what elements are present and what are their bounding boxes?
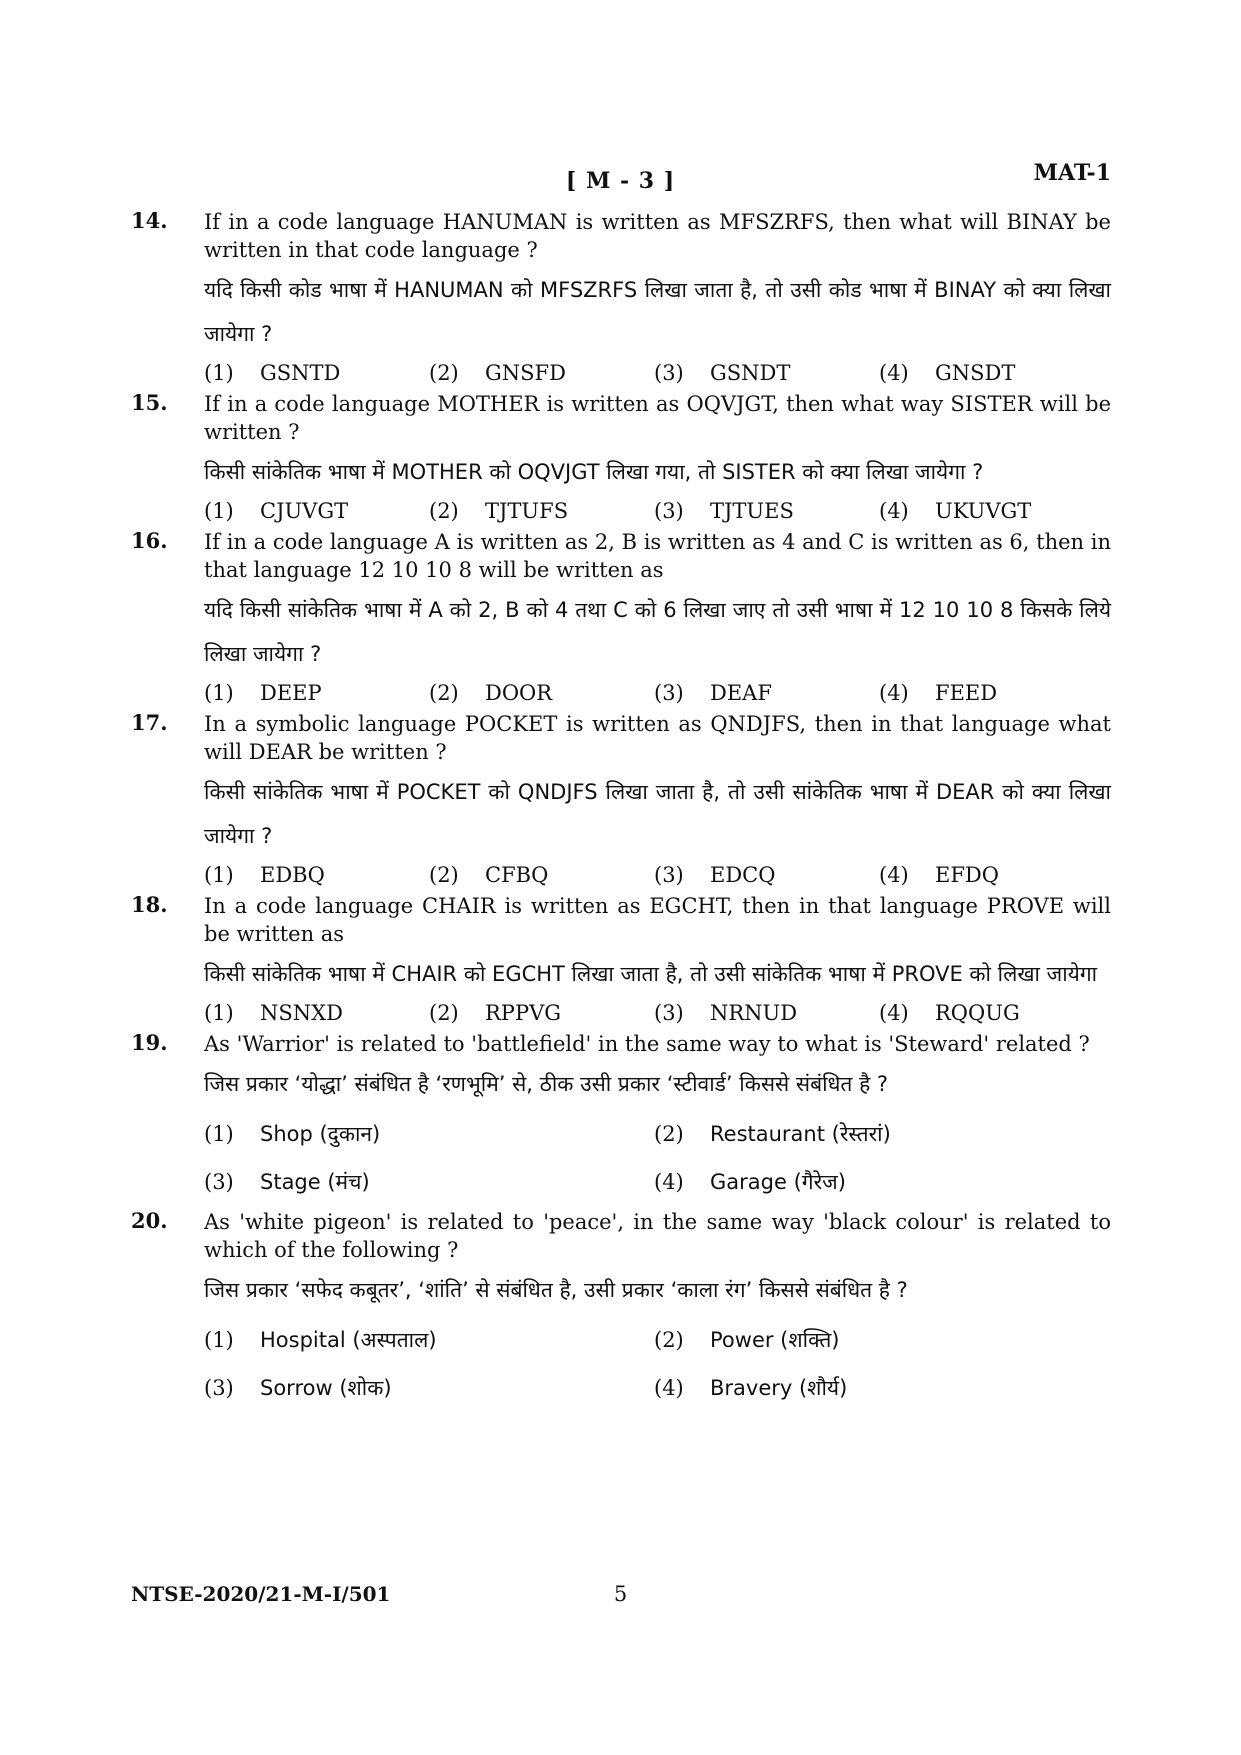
option-number: (2) — [429, 681, 459, 705]
option-number: (3) — [204, 1170, 234, 1194]
option-text: EFDQ — [935, 863, 999, 887]
question-text-english: If in a code language HANUMAN is written as MFSZRFS, then what will BINAY be written in that code language ? — [204, 210, 1111, 262]
option-text: EDBQ — [260, 863, 325, 887]
option-number: (2) — [429, 499, 459, 523]
options — [204, 1110, 1111, 1206]
option-1[interactable] — [204, 496, 429, 526]
options — [204, 678, 1111, 708]
option-text: EDCQ — [710, 863, 776, 887]
option-number: (2) — [429, 863, 459, 887]
option-2[interactable] — [654, 1110, 1104, 1158]
option-text: RPPVG — [485, 1001, 562, 1025]
question-text-english: In a code language CHAIR is written as EGCHT, then in that language PROVE will be written as — [204, 894, 1111, 946]
option-text: Hospital (अस्पताल) — [260, 1328, 437, 1352]
option-4[interactable] — [879, 860, 1104, 890]
option-text: Shop (दुकान) — [260, 1122, 381, 1146]
option-1[interactable] — [204, 1110, 654, 1158]
option-text: Garage (गैरेज) — [710, 1170, 846, 1194]
option-4[interactable] — [879, 998, 1104, 1028]
question-20 — [131, 1208, 1111, 1412]
option-text: TJTUFS — [485, 499, 569, 523]
question-text-english: In a symbolic language POCKET is written as QNDJFS, then in that language what will DEAR be written ? — [204, 712, 1111, 764]
option-text: GSNTD — [260, 361, 341, 385]
option-number: (4) — [879, 361, 909, 385]
option-number: (1) — [204, 1328, 234, 1352]
options — [204, 1316, 1111, 1412]
question-number: 17. — [131, 710, 168, 735]
question-number: 14. — [131, 208, 168, 233]
question-text-hindi: जिस प्रकार ‘योद्धा’ संबंधित है ‘रणभूमि’ से, ठीक उसी प्रकार ‘स्टीवार्ड’ किससे संबंधित है ? — [204, 1072, 889, 1096]
option-4[interactable] — [879, 358, 1104, 388]
option-number: (2) — [654, 1328, 684, 1352]
option-1[interactable] — [204, 678, 429, 708]
option-number: (4) — [879, 499, 909, 523]
option-text: NRNUD — [710, 1001, 798, 1025]
options — [204, 358, 1111, 388]
option-3[interactable] — [654, 358, 879, 388]
option-text: GNSDT — [935, 361, 1016, 385]
question-text-english: If in a code language A is written as 2, B is written as 4 and C is written as 6, then in that language 12 10 10 8 will be written as — [204, 530, 1111, 582]
question-number: 20. — [131, 1208, 168, 1233]
question-19 — [131, 1030, 1111, 1206]
option-number: (2) — [429, 1001, 459, 1025]
question-16 — [131, 528, 1111, 708]
option-4[interactable] — [879, 678, 1104, 708]
question-text-english: As 'white pigeon' is related to 'peace', in the same way 'black colour' is related to which of the following ? — [204, 1210, 1111, 1262]
option-number: (4) — [654, 1170, 684, 1194]
option-3[interactable] — [204, 1158, 654, 1206]
option-3[interactable] — [654, 678, 879, 708]
option-text: Power (शक्ति) — [710, 1328, 840, 1352]
question-number: 18. — [131, 892, 168, 917]
paper-code: MAT-1 — [1033, 160, 1111, 186]
question-text-hindi: किसी सांकेतिक भाषा में MOTHER को OQVJGT लिखा गया, तो SISTER को क्या लिखा जायेगा ? — [204, 460, 984, 484]
option-2[interactable] — [429, 998, 654, 1028]
option-number: (1) — [204, 863, 234, 887]
option-number: (4) — [879, 863, 909, 887]
option-4[interactable] — [654, 1364, 1104, 1412]
option-text: Restaurant (रेस्तरां) — [710, 1122, 891, 1146]
option-number: (3) — [654, 1001, 684, 1025]
question-number: 19. — [131, 1030, 168, 1055]
option-text: RQQUG — [935, 1001, 1020, 1025]
option-1[interactable] — [204, 860, 429, 890]
option-text: Bravery (शौर्य) — [710, 1376, 848, 1400]
option-2[interactable] — [429, 678, 654, 708]
option-number: (3) — [204, 1376, 234, 1400]
option-number: (3) — [654, 361, 684, 385]
question-text-hindi: किसी सांकेतिक भाषा में CHAIR को EGCHT लिखा जाता है, तो उसी सांकेतिक भाषा में PROVE को लिखा जायेगा — [204, 962, 1098, 986]
page-number: 5 — [613, 1582, 628, 1606]
option-2[interactable] — [429, 358, 654, 388]
option-number: (3) — [654, 863, 684, 887]
option-3[interactable] — [204, 1364, 654, 1412]
page-section-label: [ M - 3 ] — [565, 168, 676, 194]
question-text-hindi: किसी सांकेतिक भाषा में POCKET को QNDJFS लिखा जाता है, तो उसी सांकेतिक भाषा में DEAR को क्या लिखा जायेगा ? — [204, 780, 1111, 848]
option-number: (1) — [204, 361, 234, 385]
options — [204, 998, 1111, 1028]
option-2[interactable] — [654, 1316, 1104, 1364]
question-text-hindi: यदि किसी कोड भाषा में HANUMAN को MFSZRFS लिखा जाता है, तो उसी कोड भाषा में BINAY को क्या लिखा जायेगा ? — [204, 278, 1111, 346]
option-number: (4) — [654, 1376, 684, 1400]
question-number: 15. — [131, 390, 168, 415]
question-15 — [131, 390, 1111, 526]
question-14 — [131, 208, 1111, 388]
question-list — [131, 208, 1111, 1414]
option-text: GNSFD — [485, 361, 566, 385]
option-number: (1) — [204, 681, 234, 705]
option-number: (3) — [654, 499, 684, 523]
option-text: DEEP — [260, 681, 322, 705]
option-text: TJTUES — [710, 499, 794, 523]
option-number: (4) — [879, 1001, 909, 1025]
option-number: (2) — [429, 361, 459, 385]
option-number: (4) — [879, 681, 909, 705]
option-text: CFBQ — [485, 863, 549, 887]
exam-code: NTSE-2020/21-M-I/501 — [131, 1582, 391, 1606]
option-4[interactable] — [879, 496, 1104, 526]
question-text-english: If in a code language MOTHER is written as OQVJGT, then what way SISTER will be written ? — [204, 392, 1111, 444]
option-text: DEAF — [710, 681, 772, 705]
option-text: Sorrow (शोक) — [260, 1376, 392, 1400]
option-text: CJUVGT — [260, 499, 349, 523]
option-3[interactable] — [654, 998, 879, 1028]
option-number: (1) — [204, 1122, 234, 1146]
option-number: (1) — [204, 499, 234, 523]
option-text: Stage (मंच) — [260, 1170, 370, 1194]
question-text-hindi: जिस प्रकार ‘सफेद कबूतर’, ‘शांति’ से संबंधित है, उसी प्रकार ‘काला रंग’ किससे संबंधित है ? — [204, 1278, 908, 1302]
question-17 — [131, 710, 1111, 890]
option-2[interactable] — [429, 496, 654, 526]
option-number: (3) — [654, 681, 684, 705]
option-3[interactable] — [654, 496, 879, 526]
option-1[interactable] — [204, 1316, 654, 1364]
option-number: (2) — [654, 1122, 684, 1146]
option-text: NSNXD — [260, 1001, 343, 1025]
question-18 — [131, 892, 1111, 1028]
option-4[interactable] — [654, 1158, 1104, 1206]
options — [204, 860, 1111, 890]
option-2[interactable] — [429, 860, 654, 890]
option-text: GSNDT — [710, 361, 791, 385]
option-text: DOOR — [485, 681, 553, 705]
option-1[interactable] — [204, 358, 429, 388]
question-number: 16. — [131, 528, 168, 553]
question-text-hindi: यदि किसी सांकेतिक भाषा में A को 2, B को 4 तथा C को 6 लिखा जाए तो उसी भाषा में 12 10 10 8 किसके लिये लिखा जायेगा ? — [204, 598, 1111, 666]
option-1[interactable] — [204, 998, 429, 1028]
question-text-english: As 'Warrior' is related to 'battlefield' in the same way to what is 'Steward' related ? — [204, 1032, 1090, 1056]
option-3[interactable] — [654, 860, 879, 890]
option-number: (1) — [204, 1001, 234, 1025]
option-text: UKUVGT — [935, 499, 1032, 523]
options — [204, 496, 1111, 526]
option-text: FEED — [935, 681, 998, 705]
